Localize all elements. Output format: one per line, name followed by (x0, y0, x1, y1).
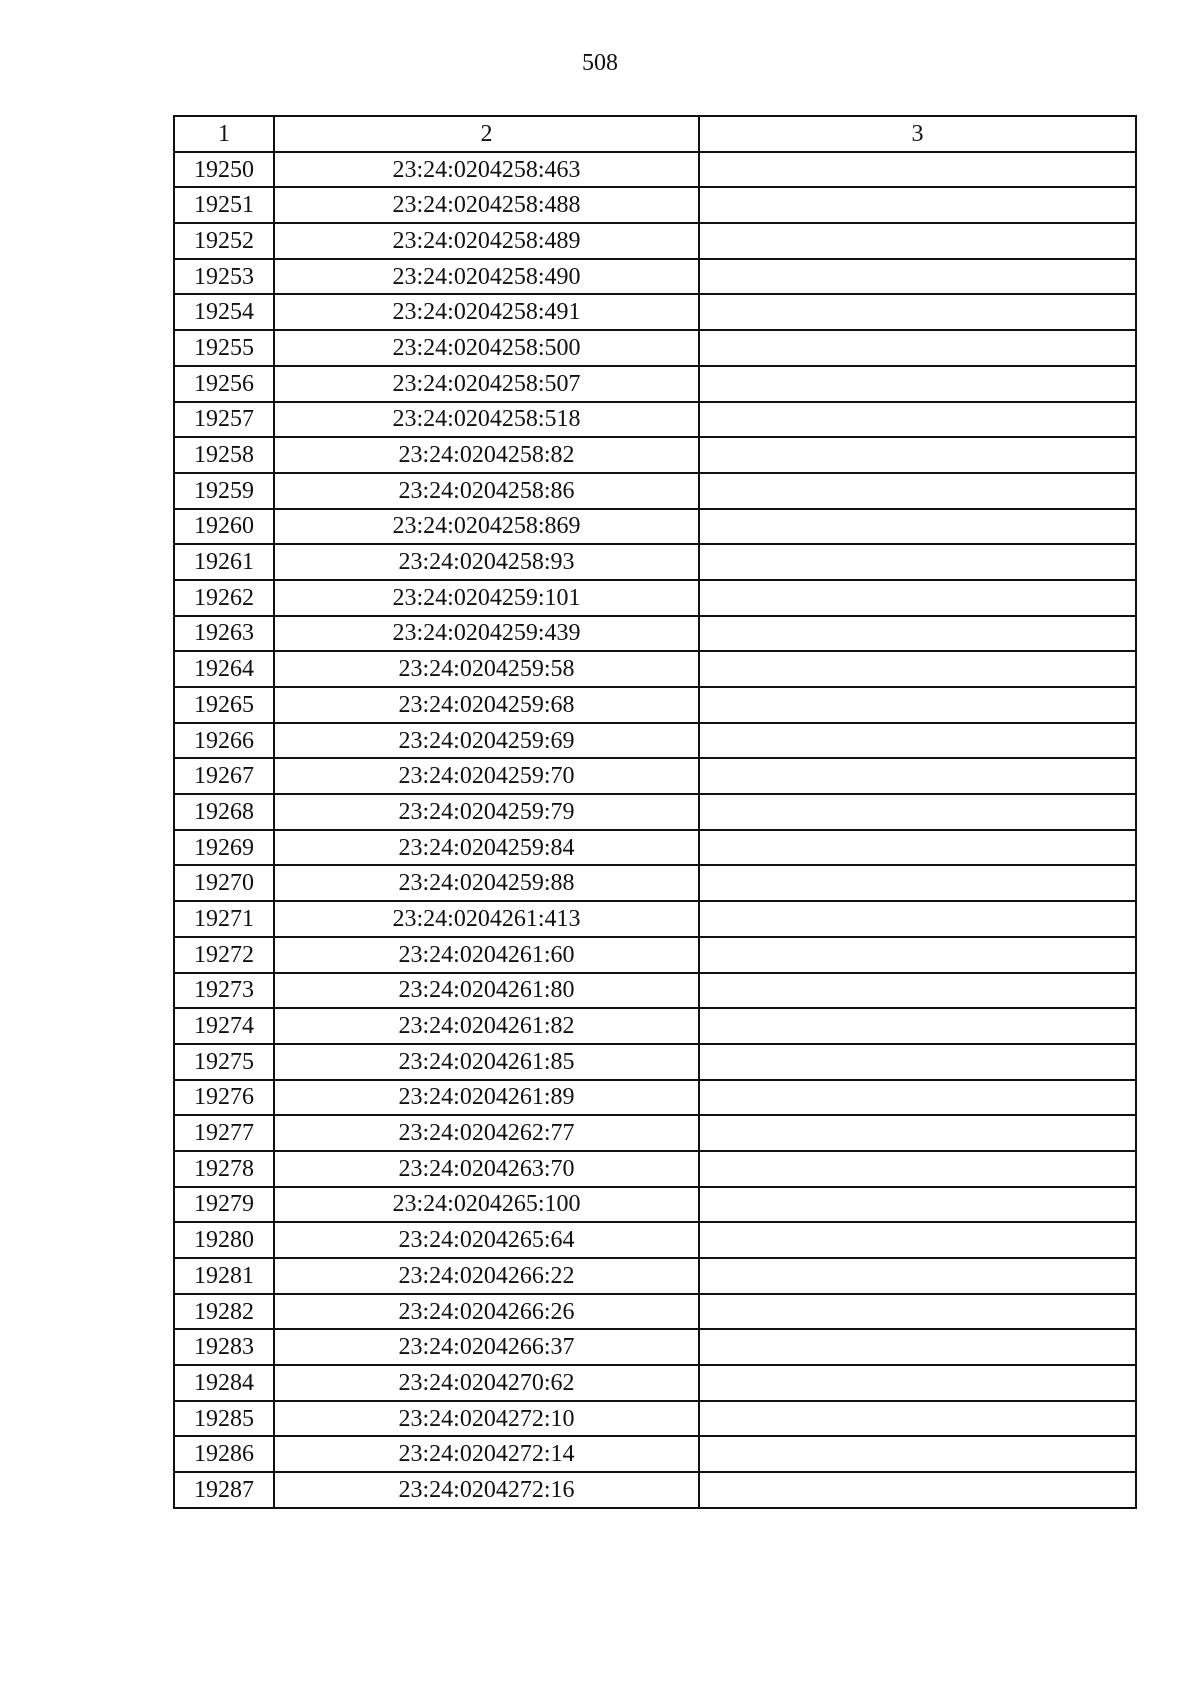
page-number: 508 (582, 50, 618, 76)
cadastral-number-cell: 23:24:0204259:79 (274, 794, 699, 830)
cadastral-number-cell: 23:24:0204266:22 (274, 1258, 699, 1294)
row-number-cell: 19264 (174, 651, 274, 687)
table-row (174, 616, 1136, 652)
cadastral-number-cell: 23:24:0204258:518 (274, 402, 699, 438)
note-cell (699, 330, 1136, 366)
row-number-cell: 19286 (174, 1436, 274, 1472)
cadastral-number-cell: 23:24:0204258:500 (274, 330, 699, 366)
registry-table (173, 115, 1137, 1509)
table-row (174, 1365, 1136, 1401)
note-cell (699, 616, 1136, 652)
table-row (174, 758, 1136, 794)
note-cell (699, 187, 1136, 223)
note-cell (699, 1258, 1136, 1294)
note-cell (699, 402, 1136, 438)
cadastral-number-cell: 23:24:0204259:88 (274, 865, 699, 901)
cadastral-number-cell: 23:24:0204258:82 (274, 437, 699, 473)
note-cell (699, 1472, 1136, 1508)
row-number-cell: 19269 (174, 830, 274, 866)
table-row (174, 1008, 1136, 1044)
note-cell (699, 294, 1136, 330)
note-cell (699, 1329, 1136, 1365)
note-cell (699, 937, 1136, 973)
table-header (174, 116, 1136, 152)
column-header-1: 1 (174, 116, 274, 152)
row-number-cell: 19276 (174, 1080, 274, 1116)
cadastral-number-cell: 23:24:0204265:100 (274, 1187, 699, 1223)
table-row (174, 152, 1136, 188)
table-row (174, 937, 1136, 973)
note-cell (699, 758, 1136, 794)
table-row (174, 1401, 1136, 1437)
cadastral-number-cell: 23:24:0204272:14 (274, 1436, 699, 1472)
row-number-cell: 19278 (174, 1151, 274, 1187)
table-row (174, 294, 1136, 330)
table-row (174, 580, 1136, 616)
table-row (174, 830, 1136, 866)
cadastral-number-cell: 23:24:0204261:60 (274, 937, 699, 973)
cadastral-number-cell: 23:24:0204261:413 (274, 901, 699, 937)
cadastral-number-cell: 23:24:0204263:70 (274, 1151, 699, 1187)
row-number-cell: 19250 (174, 152, 274, 188)
cadastral-number-cell: 23:24:0204258:463 (274, 152, 699, 188)
note-cell (699, 580, 1136, 616)
note-cell (699, 1294, 1136, 1330)
note-cell (699, 651, 1136, 687)
note-cell (699, 1365, 1136, 1401)
row-number-cell: 19256 (174, 366, 274, 402)
row-number-cell: 19287 (174, 1472, 274, 1508)
cadastral-number-cell: 23:24:0204266:26 (274, 1294, 699, 1330)
table-row (174, 1115, 1136, 1151)
row-number-cell: 19275 (174, 1044, 274, 1080)
table-row (174, 1472, 1136, 1508)
cadastral-number-cell: 23:24:0204270:62 (274, 1365, 699, 1401)
cadastral-number-cell: 23:24:0204272:10 (274, 1401, 699, 1437)
table-row (174, 1329, 1136, 1365)
table-row (174, 1294, 1136, 1330)
row-number-cell: 19268 (174, 794, 274, 830)
cadastral-number-cell: 23:24:0204258:491 (274, 294, 699, 330)
table-row (174, 723, 1136, 759)
cadastral-number-cell: 23:24:0204259:439 (274, 616, 699, 652)
cadastral-number-cell: 23:24:0204259:84 (274, 830, 699, 866)
row-number-cell: 19253 (174, 259, 274, 295)
cadastral-number-cell: 23:24:0204261:82 (274, 1008, 699, 1044)
note-cell (699, 152, 1136, 188)
table-row (174, 437, 1136, 473)
note-cell (699, 437, 1136, 473)
row-number-cell: 19265 (174, 687, 274, 723)
row-number-cell: 19254 (174, 294, 274, 330)
row-number-cell: 19266 (174, 723, 274, 759)
cadastral-number-cell: 23:24:0204258:86 (274, 473, 699, 509)
table-row (174, 1258, 1136, 1294)
table-body (174, 152, 1136, 1508)
note-cell (699, 1401, 1136, 1437)
table-row (174, 1151, 1136, 1187)
row-number-cell: 19272 (174, 937, 274, 973)
cadastral-number-cell: 23:24:0204261:80 (274, 973, 699, 1009)
cadastral-number-cell: 23:24:0204259:58 (274, 651, 699, 687)
note-cell (699, 259, 1136, 295)
row-number-cell: 19285 (174, 1401, 274, 1437)
note-cell (699, 366, 1136, 402)
cadastral-number-cell: 23:24:0204272:16 (274, 1472, 699, 1508)
row-number-cell: 19282 (174, 1294, 274, 1330)
note-cell (699, 794, 1136, 830)
row-number-cell: 19280 (174, 1222, 274, 1258)
table-row (174, 544, 1136, 580)
cadastral-number-cell: 23:24:0204262:77 (274, 1115, 699, 1151)
cadastral-number-cell: 23:24:0204259:69 (274, 723, 699, 759)
note-cell (699, 901, 1136, 937)
note-cell (699, 1080, 1136, 1116)
cadastral-number-cell: 23:24:0204259:70 (274, 758, 699, 794)
row-number-cell: 19277 (174, 1115, 274, 1151)
cadastral-number-cell: 23:24:0204266:37 (274, 1329, 699, 1365)
note-cell (699, 1187, 1136, 1223)
row-number-cell: 19270 (174, 865, 274, 901)
table-row (174, 509, 1136, 545)
header-row (174, 116, 1136, 152)
table-row (174, 223, 1136, 259)
cadastral-number-cell: 23:24:0204258:488 (274, 187, 699, 223)
note-cell (699, 544, 1136, 580)
cadastral-number-cell: 23:24:0204261:85 (274, 1044, 699, 1080)
table-row (174, 1044, 1136, 1080)
row-number-cell: 19284 (174, 1365, 274, 1401)
table-row (174, 865, 1136, 901)
table-row (174, 687, 1136, 723)
table-row (174, 1436, 1136, 1472)
note-cell (699, 473, 1136, 509)
note-cell (699, 687, 1136, 723)
row-number-cell: 19251 (174, 187, 274, 223)
row-number-cell: 19258 (174, 437, 274, 473)
table-row (174, 794, 1136, 830)
note-cell (699, 973, 1136, 1009)
note-cell (699, 723, 1136, 759)
note-cell (699, 865, 1136, 901)
cadastral-number-cell: 23:24:0204258:869 (274, 509, 699, 545)
row-number-cell: 19283 (174, 1329, 274, 1365)
table-row (174, 1080, 1136, 1116)
table-row (174, 1222, 1136, 1258)
cadastral-number-cell: 23:24:0204261:89 (274, 1080, 699, 1116)
table-row (174, 473, 1136, 509)
note-cell (699, 223, 1136, 259)
row-number-cell: 19259 (174, 473, 274, 509)
row-number-cell: 19261 (174, 544, 274, 580)
row-number-cell: 19263 (174, 616, 274, 652)
row-number-cell: 19262 (174, 580, 274, 616)
row-number-cell: 19279 (174, 1187, 274, 1223)
row-number-cell: 19273 (174, 973, 274, 1009)
cadastral-number-cell: 23:24:0204265:64 (274, 1222, 699, 1258)
table-row (174, 1187, 1136, 1223)
row-number-cell: 19257 (174, 402, 274, 438)
note-cell (699, 509, 1136, 545)
table-row (174, 366, 1136, 402)
note-cell (699, 1008, 1136, 1044)
row-number-cell: 19274 (174, 1008, 274, 1044)
note-cell (699, 830, 1136, 866)
cadastral-number-cell: 23:24:0204258:490 (274, 259, 699, 295)
cadastral-number-cell: 23:24:0204258:93 (274, 544, 699, 580)
column-header-3: 3 (699, 116, 1136, 152)
column-header-2: 2 (274, 116, 699, 152)
note-cell (699, 1436, 1136, 1472)
table-row (174, 187, 1136, 223)
row-number-cell: 19255 (174, 330, 274, 366)
table-row (174, 901, 1136, 937)
cadastral-number-cell: 23:24:0204259:101 (274, 580, 699, 616)
table-row (174, 651, 1136, 687)
row-number-cell: 19252 (174, 223, 274, 259)
note-cell (699, 1222, 1136, 1258)
table-row (174, 330, 1136, 366)
note-cell (699, 1044, 1136, 1080)
table-row (174, 973, 1136, 1009)
row-number-cell: 19271 (174, 901, 274, 937)
note-cell (699, 1151, 1136, 1187)
cadastral-number-cell: 23:24:0204258:507 (274, 366, 699, 402)
cadastral-number-cell: 23:24:0204259:68 (274, 687, 699, 723)
table-row (174, 402, 1136, 438)
note-cell (699, 1115, 1136, 1151)
row-number-cell: 19267 (174, 758, 274, 794)
row-number-cell: 19281 (174, 1258, 274, 1294)
table-row (174, 259, 1136, 295)
row-number-cell: 19260 (174, 509, 274, 545)
cadastral-number-cell: 23:24:0204258:489 (274, 223, 699, 259)
